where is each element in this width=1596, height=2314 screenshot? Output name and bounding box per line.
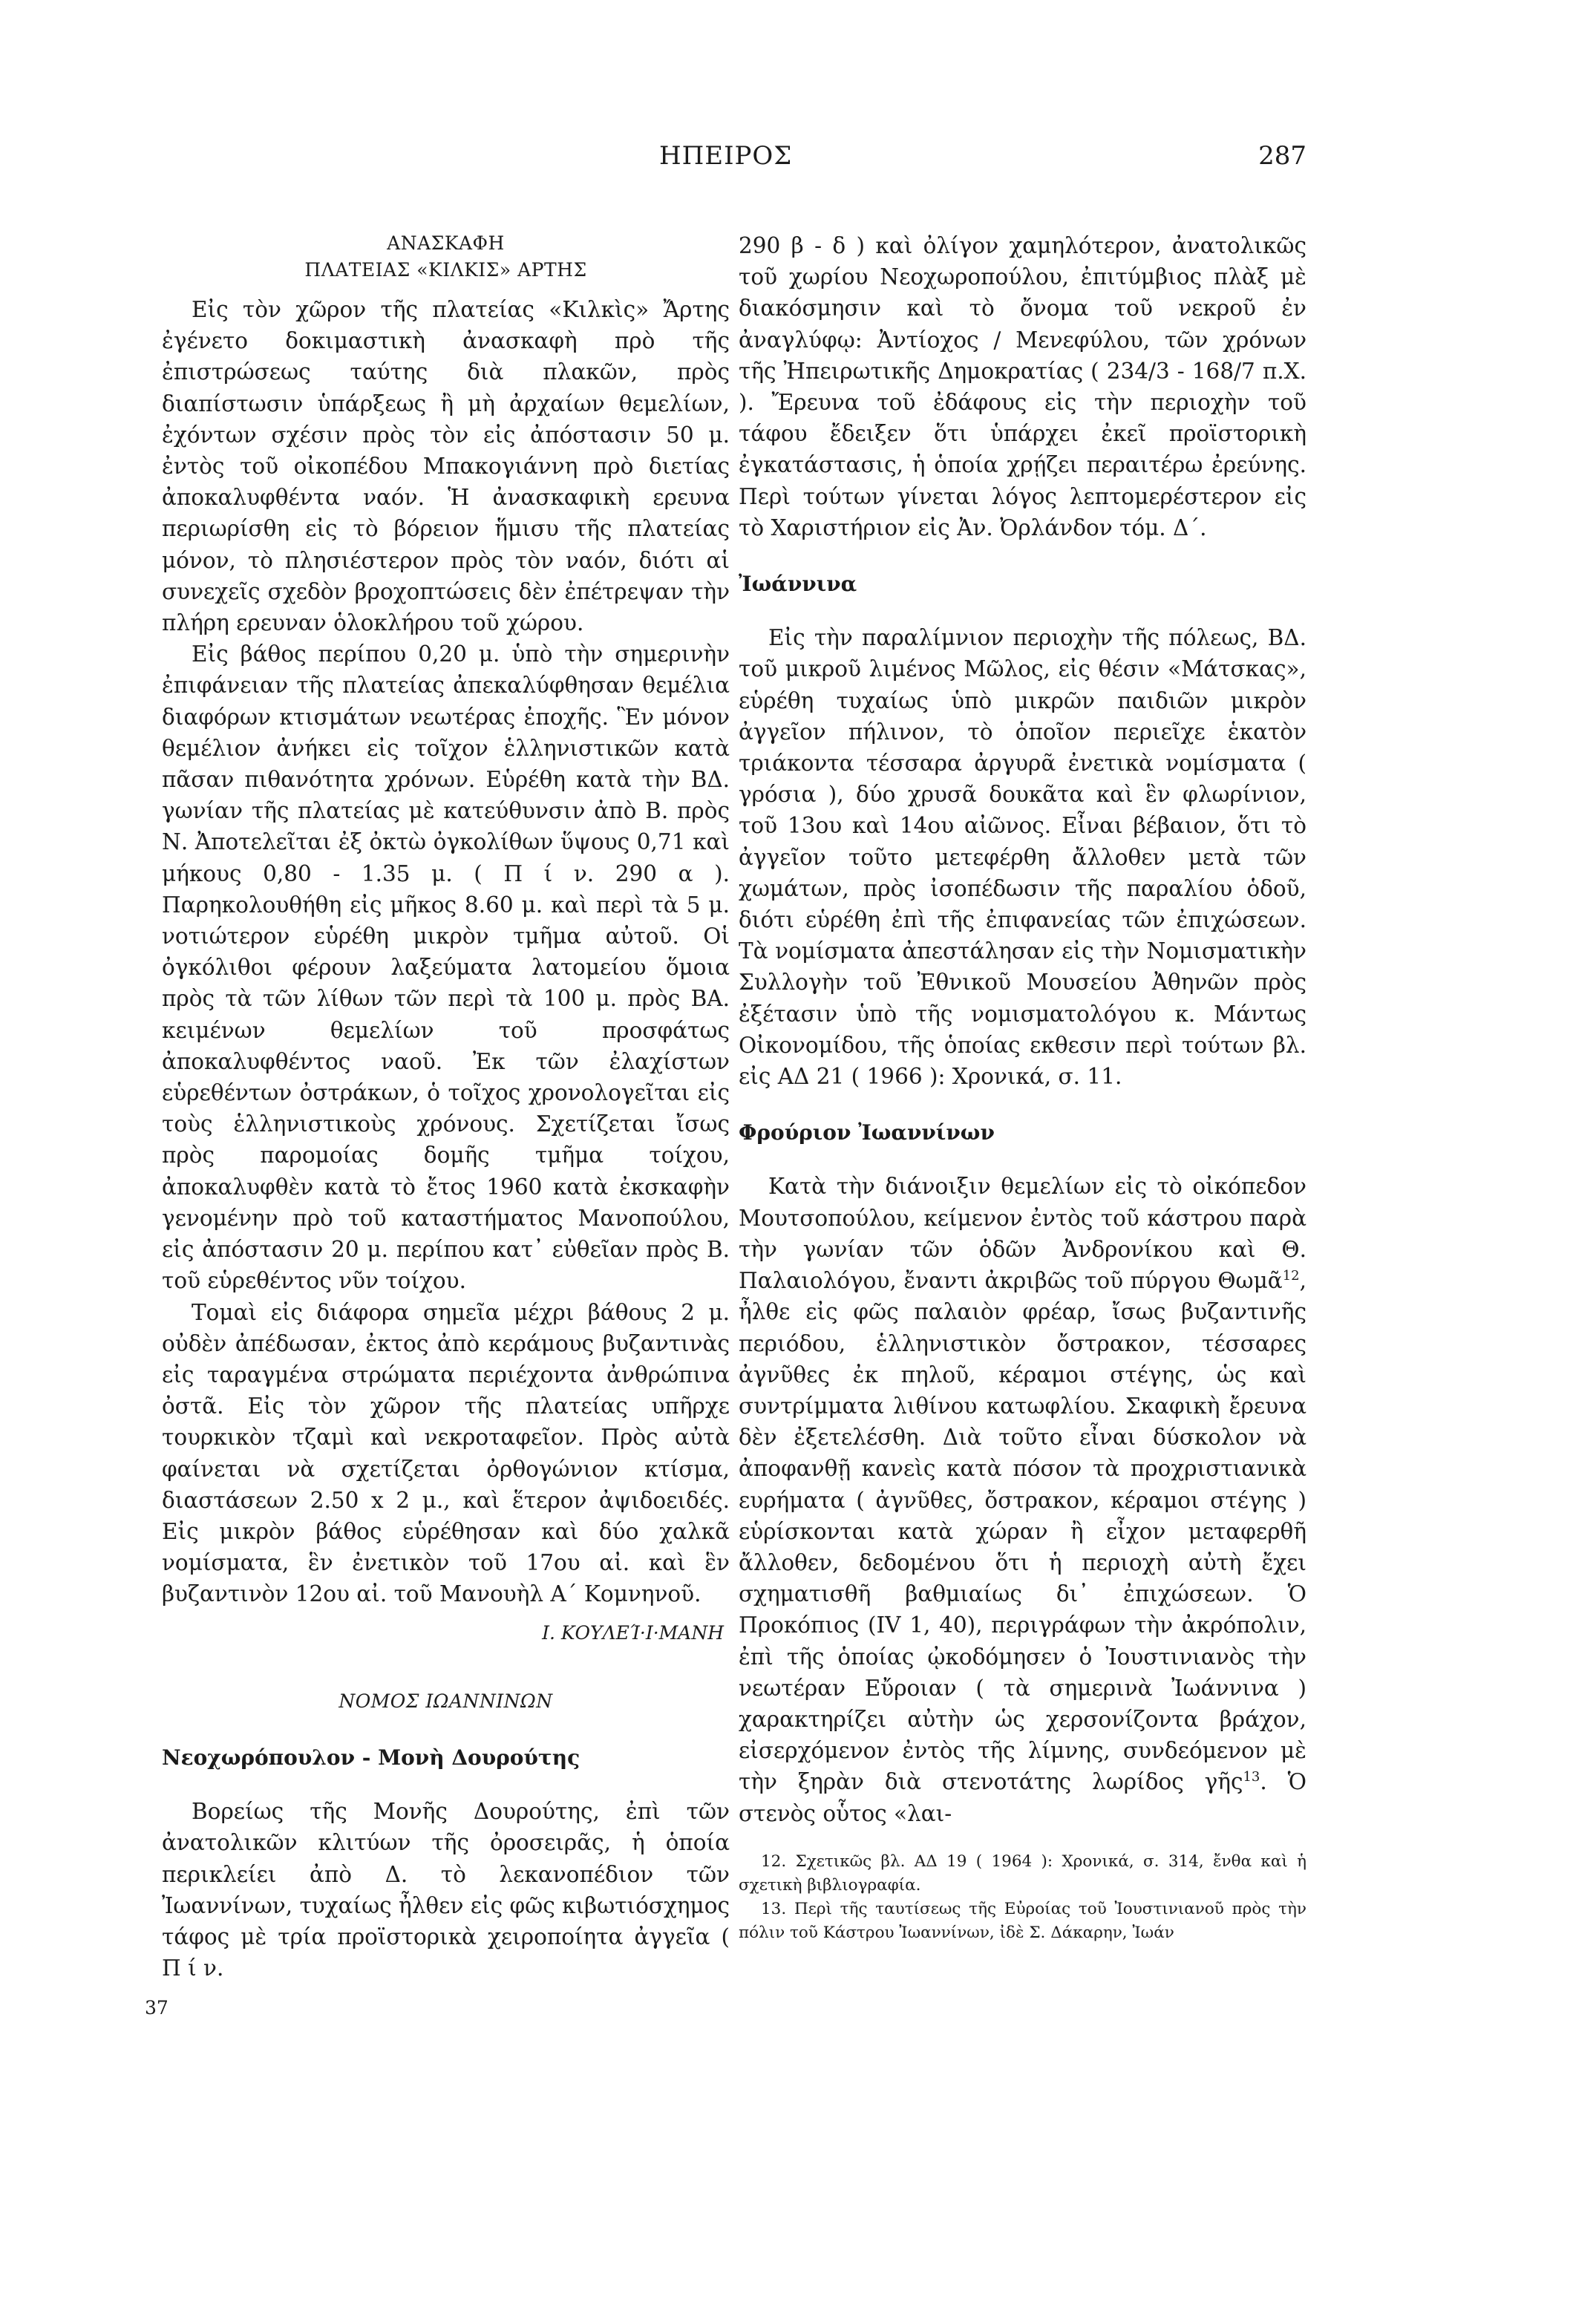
site-subheading: Νεοχωρόπουλον - Μονὴ Δουρούτης [162, 1745, 580, 1770]
footnote: 13. Περὶ τῆς ταυτίσεως τῆς Εὐροίας τοῦ Ἰουστινιανοῦ πρὸς τὴν πόλιν τοῦ Κάστρου Ἰωαννίνων, ἰδὲ Σ. Δάκαρην, Ἰωάν [739, 1899, 1306, 1942]
footnote: 12. Σχετικῶς βλ. ΑΔ 19 ( 1964 ): Χρονικά, σ. 314, ἔνθα καὶ ἡ σχετικὴ βιβλιογραφία. [739, 1851, 1306, 1895]
paragraph: Βορείως τῆς Μονῆς Δουρούτης, ἐπὶ τῶν ἀνατολικῶν κλιτύων τῆς ὀροσειρᾶς, ἡ ὁποία περικλείει ἀπὸ Δ. τὸ λεκανοπέδιον τῶν Ἰωαννίνων, τυχαίως ἦλθεν εἰς φῶς κιβωτιόσχημος τάφος μὲ τρία προϊστορικὰ χειροποίητα ἀγγεῖα ( Π ί ν. [162, 1799, 730, 1981]
leaf-number: 37 [145, 1997, 169, 2019]
page-number: 287 [1258, 141, 1306, 171]
paragraph-text: , ἦλθε εἰς φῶς παλαιὸν φρέαρ, ἴσως βυζαντινῆς περιόδου, ἑλληνιστικὸν ὄστρακον, τέσσαρες ἀγνῦθες ἐκ πηλοῦ, κέραμοι στέγης, ὡς καὶ συντρίμματα λιθίνου κατωφλίου. Σκαφικὴ ἔρευνα δὲν ἐξετελέσθη. Διὰ τοῦτο εἶναι δύσκολον νὰ ἀποφανθῇ κανεὶς κατὰ πόσον τὰ προχριστιανικὰ ευρήματα ( ἀγνῦθες, ὄστρακον, κέραμοι στέγης ) εὑρίσκονται κατὰ χώραν ἢ εἶχον μεταφερθῆ ἄλλοθεν, δεδομένου ὅτι ἡ περιοχὴ αὐτὴ ἔχει σχηματισθῆ βαθμιαίως δι᾿ ἐπιχώσεων. Ὁ Προκόπιος (IV 1, 40), περιγράφων τὴν ἀκρόπολιν, ἐπὶ τῆς ὁποίας ᾠκοδόμησεν ὁ Ἰουστινιανὸς τὴν νεωτέραν Εὔροιαν ( τὰ σημερινὰ Ἰωάννινα ) χαρακτηρίζει αὐτὴν ὡς χερσονίζοντα βράχον, εἰσερχόμενον ἐντὸς τῆς λίμνης, συνδεόμενον μὲ τὴν ξηρὰν διὰ στενοτάτης λωρίδος γῆς [739, 1268, 1306, 1795]
paragraph: Εἰς βάθος περίπου 0,20 μ. ὑπὸ τὴν σημερινὴν ἐπιφάνειαν τῆς πλατείας ἀπεκαλύφθησαν θεμέλια διαφόρων κτισμάτων νεωτέρας ἐποχῆς. Ἓν μόνον θεμέλιον ἀνήκει εἰς τοῖχον ἑλληνιστικῶν κατὰ πᾶσαν πιθανότητα χρόνων. Εὑρέθη κατὰ τὴν ΒΔ. γωνίαν τῆς πλατείας μὲ κατεύθυνσιν ἀπὸ Β. πρὸς Ν. Ἀποτελεῖται ἐξ ὀκτὼ ὀγκολίθων ὕψους 0,71 καὶ μήκους 0,80 - 1.35 μ. ( Π ί ν. 290 α ). Παρηκολουθήθη εἰς μῆκος 8.60 μ. καὶ περὶ τὰ 5 μ. νοτιώτερον εὑρέθη μικρὸν τμῆμα αὐτοῦ. Οἱ ὀγκόλιθοι φέρουν λαξεύματα λατομείου ὅμοια πρὸς τὰ τῶν λίθων τῶν περὶ τὰ 100 μ. πρὸς ΒΑ. κειμένων θεμελίων τοῦ προσφάτως ἀποκαλυφθέντος ναοῦ. Ἐκ τῶν ἐλαχίστων εὑρεθέντων ὀστράκων, ὁ τοῖχος χρονολογεῖται εἰς τοὺς ἑλληνιστικοὺς χρόνους. Σχετίζεται ἴσως πρὸς παρομοίας δομῆς τμῆμα τοίχου, ἀποκαλυφθὲν κατὰ τὸ ἔτος 1960 κατὰ ἐκσκαφὴν γενομένην πρὸ τοῦ καταστήματος Μανοπούλου, εἰς ἀπόστασιν 20 μ. περίπου κατ᾿ εὐθεῖαν πρὸς Β. τοῦ εὑρεθέντος νῦν τοίχου. [162, 641, 730, 1294]
site-subheading: Ἰωάννινα [739, 572, 857, 597]
paragraph [739, 1171, 1306, 1828]
running-title: ΗΠΕΙΡΟΣ [659, 141, 793, 171]
section-heading-line2: ΠΛΑΤΕΙΑΣ «ΚΙΛΚΙΣ» ΑΡΤΗΣ [304, 259, 587, 281]
site-subheading: Φρούριον Ἰωαννίνων [739, 1120, 995, 1145]
author-signature: Ι. ΚΟΥΛΕΊ·Ι·ΜΑΝΗ [542, 1621, 724, 1644]
footnote-ref: 13 [1243, 1769, 1260, 1785]
running-head [0, 141, 1596, 178]
footnotes [739, 1850, 1306, 1945]
paragraph-text: Κατὰ τὴν διάνοιξιν θεμελίων εἰς τὸ οἰκόπεδον Μουτσοπούλου, κείμενον ἐντὸς τοῦ κάστρου παρὰ τὴν γωνίαν τῶν ὁδῶν Ἀνδρονίκου καὶ Θ. Παλαιολόγου, ἔναντι ἀκριβῶς τοῦ πύργου Θωμᾶ [739, 1174, 1306, 1294]
prefecture-heading: ΝΟΜΟΣ ΙΩΑΝΝΙΝΩΝ [339, 1690, 553, 1712]
paragraph: Εἰς τὴν παραλίμνιον περιοχὴν τῆς πόλεως, ΒΔ. τοῦ μικροῦ λιμένος Μῶλος, εἰς θέσιν «Μάτσκας», εὑρέθη τυχαίως ὑπὸ μικρῶν παιδιῶν μικρὸν ἀγγεῖον πήλινον, τὸ ὁποῖον περιεῖχε ἑκατὸν τριάκοντα τέσσαρα ἀργυρᾶ ἐνετικὰ νομίσματα ( γρόσια ), δύο χρυσᾶ δουκᾶτα καὶ ἓν φλωρίνιον, τοῦ 13ου καὶ 14ου αἰῶνος. Εἶναι βέβαιον, ὅτι τὸ ἀγγεῖον τοῦτο μετεφέρθη ἄλλοθεν μετὰ τῶν χωμάτων, πρὸς ἰσοπέδωσιν τῆς παραλίου ὁδοῦ, διότι εὑρέθη ἐπὶ τῆς ἐπιφανείας τῶν ἐπιχώσεων. Τὰ νομίσματα ἀπεστάλησαν εἰς τὴν Νομισματικὴν Συλλογὴν τοῦ Ἐθνικοῦ Μουσείου Ἀθηνῶν πρὸς ἐξέτασιν ὑπὸ τῆς νομισματολόγου κ. Μάντως Οἰκονομίδου, τῆς ὁποίας εκθεσιν περὶ τούτων βλ. εἰς ΑΔ 21 ( 1966 ): Χρονικά, σ. 11. [739, 625, 1306, 1090]
left-column [162, 230, 730, 1984]
paragraph: 290 β - δ ) καὶ ὀλίγον χαμηλότερον, ἀνατολικῶς τοῦ χωρίου Νεοχωροπούλου, ἐπιτύμβιος πλὰξ μὲ διακόσμησιν καὶ τὸ ὄνομα τοῦ νεκροῦ ἐν ἀναγλύφῳ: Ἀντίοχος / Μενεφύλου, τῶν χρόνων τῆς Ἠπειρωτικῆς Δημοκρατίας ( 234/3 - 168/7 π.Χ. ). Ἔρευνα τοῦ ἐδάφους εἰς τὴν περιοχὴν τοῦ τάφου ἔδειξεν ὅτι ὑπάρχει ἐκεῖ προϊστορικὴ ἐγκατάστασις, ἡ ὁποία χρῄζει περαιτέρω ἐρεύνης. Περὶ τούτων γίνεται λόγος λεπτομερέστερον εἰς τὸ Χαριστήριον εἰς Ἀν. Ὀρλάνδον τόμ. Δ΄. [739, 233, 1306, 540]
footnote-ref: 12 [1282, 1268, 1300, 1284]
paragraph-text: . Ὁ στενὸς οὗτος «λαι- [739, 1769, 1306, 1826]
right-column [739, 230, 1306, 1945]
paragraph: Τομαὶ εἰς διάφορα σημεῖα μέχρι βάθους 2 μ. οὐδὲν ἀπέδωσαν, ἐκτος ἀπὸ κεράμους βυζαντινὰς εἰς ταραγμένα στρώματα περιέχοντα ἀνθρώπινα ὀστᾶ. Εἰς τὸν χῶρον τῆς πλατείας υπῆρχε τουρκικὸν τζαμὶ καὶ νεκροταφεῖον. Πρὸς αὐτὰ φαίνεται νὰ σχετίζεται ὀρθογώνιον κτίσμα, διαστάσεων 2.50 x 2 μ., καὶ ἕτερον ἀψιδοειδές. Εἰς μικρὸν βάθος εὑρέθησαν καὶ δύο χαλκᾶ νομίσματα, ἓν ἐνετικὸν τοῦ 17ου αἰ. καὶ ἓν βυζαντινὸν 12ου αἰ. τοῦ Μανουὴλ Α΄ Κομνηνοῦ. [162, 1299, 730, 1607]
section-heading-line1: ΑΝΑΣΚΑΦΗ [387, 232, 505, 254]
paragraph: Εἰς τὸν χῶρον τῆς πλατείας «Κιλκὶς» Ἄρτης ἐγένετο δοκιμαστικὴ ἀνασκαφὴ πρὸ τῆς ἐπιστρώσεως ταύτης διὰ πλακῶν, πρὸς διαπίστωσιν ὑπάρξεως ἢ μὴ ἀρχαίων θεμελίων, ἐχόντων σχέσιν πρὸς τὸν εἰς ἀπόστασιν 50 μ. ἐντὸς τοῦ οἰκοπέδου Μπακογιάννη πρὸ διετίας ἀποκαλυφθέντα ναόν. Ἡ ἀνασκαφικὴ ερευνα περιωρίσθη εἰς τὸ βόρειον ἥμισυ τῆς πλατείας μόνον, τὸ πλησιέστερον πρὸς τὸν ναόν, διότι αἱ συνεχεῖς σχεδὸν βροχοπτώσεις δὲν ἐπέτρεψαν τὴν πλήρη ερευναν ὁλοκλήρου τοῦ χώρου. [162, 297, 730, 636]
